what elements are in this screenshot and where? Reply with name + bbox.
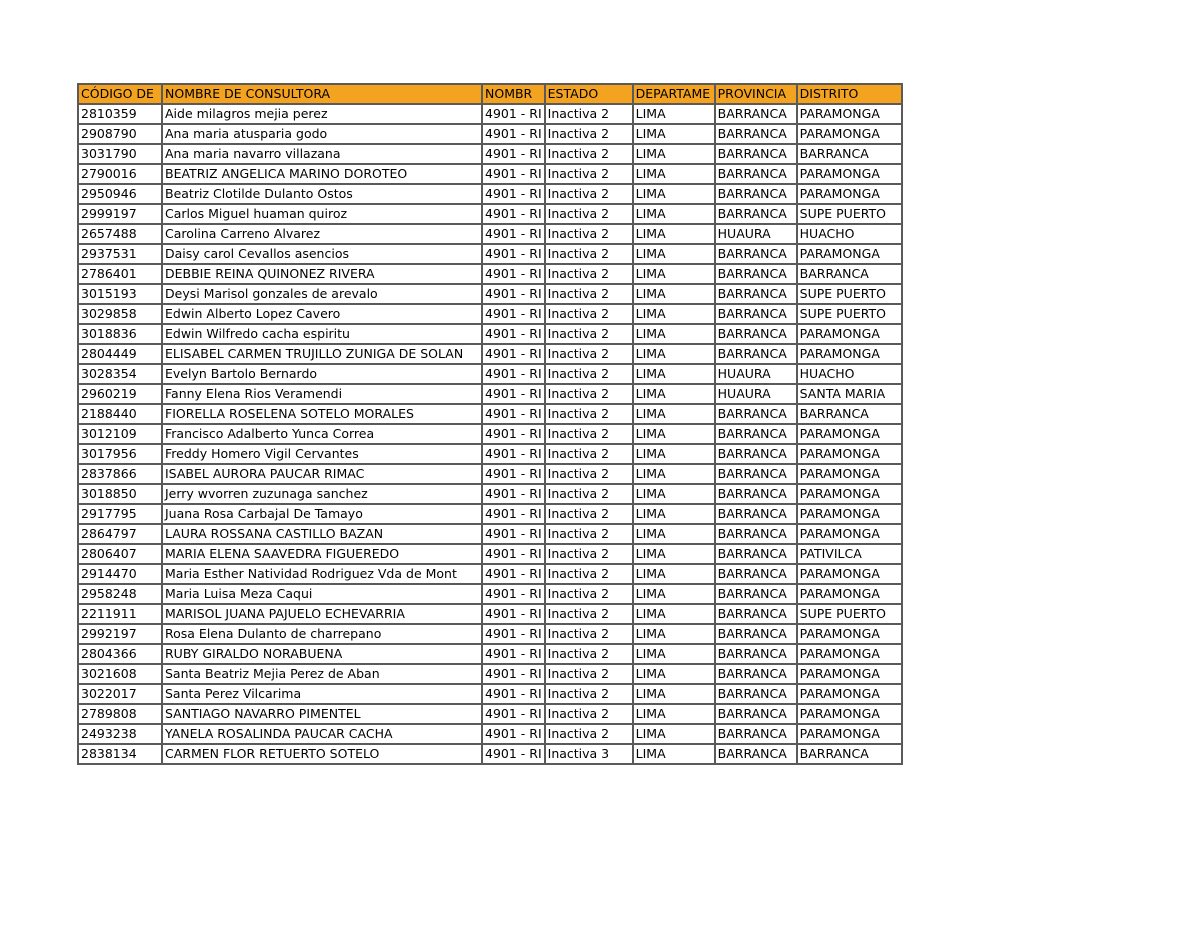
table-row: [78, 264, 902, 284]
cell-departamento: LIMA: [633, 584, 715, 604]
cell-nombre-consultora: Francisco Adalberto Yunca Correa: [162, 424, 482, 444]
cell-codigo: 3031790: [78, 144, 162, 164]
cell-nombre: 4901 - RI: [482, 504, 545, 524]
cell-distrito: PARAMONGA: [797, 104, 902, 124]
table-row: [78, 644, 902, 664]
cell-codigo: 2806407: [78, 544, 162, 564]
cell-codigo: 2992197: [78, 624, 162, 644]
cell-codigo: 2999197: [78, 204, 162, 224]
cell-distrito: PARAMONGA: [797, 564, 902, 584]
cell-estado: Inactiva 2: [545, 104, 633, 124]
cell-provincia: BARRANCA: [715, 284, 797, 304]
table-row: [78, 704, 902, 724]
cell-departamento: LIMA: [633, 344, 715, 364]
table-row: [78, 284, 902, 304]
header-departamento: DEPARTAME: [633, 84, 715, 104]
cell-distrito: PARAMONGA: [797, 444, 902, 464]
table-row: [78, 384, 902, 404]
cell-provincia: BARRANCA: [715, 684, 797, 704]
cell-estado: Inactiva 2: [545, 284, 633, 304]
cell-codigo: 2917795: [78, 504, 162, 524]
cell-estado: Inactiva 2: [545, 544, 633, 564]
table-row: [78, 324, 902, 344]
cell-distrito: HUACHO: [797, 364, 902, 384]
cell-nombre-consultora: Ana maria navarro villazana: [162, 144, 482, 164]
cell-codigo: 2786401: [78, 264, 162, 284]
cell-estado: Inactiva 2: [545, 344, 633, 364]
header-estado: ESTADO: [545, 84, 633, 104]
cell-estado: Inactiva 2: [545, 604, 633, 624]
cell-nombre-consultora: MARIA ELENA SAAVEDRA FIGUEREDO: [162, 544, 482, 564]
cell-provincia: BARRANCA: [715, 744, 797, 764]
cell-provincia: BARRANCA: [715, 544, 797, 564]
cell-departamento: LIMA: [633, 684, 715, 704]
cell-distrito: PARAMONGA: [797, 584, 902, 604]
table-row: [78, 184, 902, 204]
cell-provincia: BARRANCA: [715, 324, 797, 344]
cell-nombre: 4901 - RI: [482, 164, 545, 184]
cell-estado: Inactiva 2: [545, 404, 633, 424]
cell-codigo: 3028354: [78, 364, 162, 384]
cell-nombre: 4901 - RI: [482, 564, 545, 584]
cell-distrito: PARAMONGA: [797, 504, 902, 524]
table-row: [78, 504, 902, 524]
cell-departamento: LIMA: [633, 404, 715, 424]
cell-estado: Inactiva 2: [545, 164, 633, 184]
cell-nombre: 4901 - RI: [482, 644, 545, 664]
table-row: [78, 344, 902, 364]
cell-nombre-consultora: SANTIAGO NAVARRO PIMENTEL: [162, 704, 482, 724]
cell-nombre-consultora: Jerry wvorren zuzunaga sanchez: [162, 484, 482, 504]
cell-departamento: LIMA: [633, 444, 715, 464]
cell-codigo: 3018836: [78, 324, 162, 344]
cell-distrito: SANTA MARIA: [797, 384, 902, 404]
cell-codigo: 3015193: [78, 284, 162, 304]
table-row: [78, 104, 902, 124]
cell-distrito: PARAMONGA: [797, 684, 902, 704]
cell-departamento: LIMA: [633, 204, 715, 224]
cell-departamento: LIMA: [633, 604, 715, 624]
cell-codigo: 2804449: [78, 344, 162, 364]
cell-nombre: 4901 - RI: [482, 424, 545, 444]
cell-codigo: 3018850: [78, 484, 162, 504]
cell-provincia: BARRANCA: [715, 464, 797, 484]
cell-nombre: 4901 - RI: [482, 244, 545, 264]
cell-provincia: BARRANCA: [715, 304, 797, 324]
cell-codigo: 2958248: [78, 584, 162, 604]
cell-departamento: LIMA: [633, 104, 715, 124]
cell-provincia: BARRANCA: [715, 164, 797, 184]
cell-departamento: LIMA: [633, 284, 715, 304]
table-row: [78, 444, 902, 464]
cell-estado: Inactiva 2: [545, 144, 633, 164]
table-row: [78, 664, 902, 684]
cell-distrito: PARAMONGA: [797, 184, 902, 204]
cell-provincia: BARRANCA: [715, 124, 797, 144]
table-row: [78, 304, 902, 324]
cell-codigo: 2657488: [78, 224, 162, 244]
cell-codigo: 2960219: [78, 384, 162, 404]
cell-departamento: LIMA: [633, 164, 715, 184]
table-row: [78, 424, 902, 444]
cell-provincia: BARRANCA: [715, 404, 797, 424]
cell-estado: Inactiva 3: [545, 744, 633, 764]
table-row: [78, 464, 902, 484]
cell-estado: Inactiva 2: [545, 624, 633, 644]
table-row: [78, 564, 902, 584]
table-row: [78, 124, 902, 144]
table-row: [78, 724, 902, 744]
cell-nombre-consultora: Edwin Wilfredo cacha espiritu: [162, 324, 482, 344]
cell-estado: Inactiva 2: [545, 184, 633, 204]
cell-distrito: SUPE PUERTO: [797, 284, 902, 304]
cell-distrito: PARAMONGA: [797, 724, 902, 744]
cell-nombre: 4901 - RI: [482, 404, 545, 424]
cell-nombre-consultora: FIORELLA ROSELENA SOTELO MORALES: [162, 404, 482, 424]
header-nombre-consultora: NOMBRE DE CONSULTORA: [162, 84, 482, 104]
cell-departamento: LIMA: [633, 704, 715, 724]
cell-departamento: LIMA: [633, 264, 715, 284]
cell-nombre: 4901 - RI: [482, 224, 545, 244]
cell-nombre: 4901 - RI: [482, 584, 545, 604]
cell-nombre: 4901 - RI: [482, 444, 545, 464]
cell-estado: Inactiva 2: [545, 684, 633, 704]
cell-departamento: LIMA: [633, 664, 715, 684]
cell-estado: Inactiva 2: [545, 384, 633, 404]
cell-departamento: LIMA: [633, 364, 715, 384]
cell-distrito: PARAMONGA: [797, 644, 902, 664]
cell-estado: Inactiva 2: [545, 484, 633, 504]
cell-nombre-consultora: Santa Perez Vilcarima: [162, 684, 482, 704]
header-row: [78, 84, 902, 104]
cell-departamento: LIMA: [633, 224, 715, 244]
cell-provincia: BARRANCA: [715, 704, 797, 724]
cell-nombre: 4901 - RI: [482, 104, 545, 124]
cell-codigo: 2804366: [78, 644, 162, 664]
cell-nombre-consultora: Santa Beatriz Mejia Perez de Aban: [162, 664, 482, 684]
cell-nombre: 4901 - RI: [482, 604, 545, 624]
cell-provincia: BARRANCA: [715, 204, 797, 224]
cell-codigo: 2188440: [78, 404, 162, 424]
cell-distrito: PARAMONGA: [797, 624, 902, 644]
table-row: [78, 144, 902, 164]
cell-distrito: PARAMONGA: [797, 524, 902, 544]
table-row: [78, 624, 902, 644]
cell-nombre-consultora: Ana maria atusparia godo: [162, 124, 482, 144]
cell-nombre-consultora: Daisy carol Cevallos asencios: [162, 244, 482, 264]
cell-departamento: LIMA: [633, 484, 715, 504]
cell-estado: Inactiva 2: [545, 304, 633, 324]
cell-estado: Inactiva 2: [545, 704, 633, 724]
cell-provincia: BARRANCA: [715, 184, 797, 204]
cell-nombre: 4901 - RI: [482, 524, 545, 544]
cell-provincia: BARRANCA: [715, 584, 797, 604]
cell-departamento: LIMA: [633, 544, 715, 564]
cell-departamento: LIMA: [633, 244, 715, 264]
table-row: [78, 404, 902, 424]
cell-codigo: 2493238: [78, 724, 162, 744]
cell-provincia: BARRANCA: [715, 604, 797, 624]
cell-estado: Inactiva 2: [545, 664, 633, 684]
cell-provincia: BARRANCA: [715, 424, 797, 444]
cell-provincia: HUAURA: [715, 384, 797, 404]
cell-nombre-consultora: DEBBIE REINA QUINONEZ RIVERA: [162, 264, 482, 284]
cell-codigo: 2838134: [78, 744, 162, 764]
cell-departamento: LIMA: [633, 124, 715, 144]
cell-nombre-consultora: Carlos Miguel huaman quiroz: [162, 204, 482, 224]
cell-distrito: SUPE PUERTO: [797, 604, 902, 624]
cell-nombre-consultora: Maria Luisa Meza Caqui: [162, 584, 482, 604]
cell-nombre-consultora: RUBY GIRALDO NORABUENA: [162, 644, 482, 664]
cell-distrito: BARRANCA: [797, 744, 902, 764]
cell-provincia: BARRANCA: [715, 444, 797, 464]
cell-provincia: BARRANCA: [715, 244, 797, 264]
table-header: [78, 84, 902, 104]
table-body: [78, 104, 902, 764]
cell-departamento: LIMA: [633, 624, 715, 644]
cell-nombre: 4901 - RI: [482, 324, 545, 344]
cell-nombre: 4901 - RI: [482, 664, 545, 684]
table-row: [78, 584, 902, 604]
cell-departamento: LIMA: [633, 744, 715, 764]
cell-nombre: 4901 - RI: [482, 724, 545, 744]
cell-estado: Inactiva 2: [545, 644, 633, 664]
cell-nombre-consultora: Freddy Homero Vigil Cervantes: [162, 444, 482, 464]
cell-provincia: BARRANCA: [715, 344, 797, 364]
cell-estado: Inactiva 2: [545, 224, 633, 244]
cell-provincia: BARRANCA: [715, 644, 797, 664]
cell-codigo: 2914470: [78, 564, 162, 584]
cell-departamento: LIMA: [633, 144, 715, 164]
cell-estado: Inactiva 2: [545, 564, 633, 584]
table-row: [78, 164, 902, 184]
cell-distrito: HUACHO: [797, 224, 902, 244]
cell-nombre-consultora: ISABEL AURORA PAUCAR RIMAC: [162, 464, 482, 484]
cell-nombre-consultora: Maria Esther Natividad Rodriguez Vda de Mont: [162, 564, 482, 584]
cell-nombre-consultora: YANELA ROSALINDA PAUCAR CACHA: [162, 724, 482, 744]
cell-estado: Inactiva 2: [545, 444, 633, 464]
cell-distrito: PARAMONGA: [797, 124, 902, 144]
cell-provincia: BARRANCA: [715, 264, 797, 284]
cell-nombre: 4901 - RI: [482, 544, 545, 564]
cell-codigo: 3012109: [78, 424, 162, 444]
cell-provincia: BARRANCA: [715, 484, 797, 504]
cell-codigo: 3029858: [78, 304, 162, 324]
cell-nombre: 4901 - RI: [482, 384, 545, 404]
cell-estado: Inactiva 2: [545, 124, 633, 144]
cell-departamento: LIMA: [633, 724, 715, 744]
cell-nombre: 4901 - RI: [482, 624, 545, 644]
cell-codigo: 2937531: [78, 244, 162, 264]
header-nombre: NOMBR: [482, 84, 545, 104]
cell-departamento: LIMA: [633, 184, 715, 204]
cell-distrito: BARRANCA: [797, 144, 902, 164]
cell-provincia: HUAURA: [715, 364, 797, 384]
cell-nombre-consultora: LAURA ROSSANA CASTILLO BAZAN: [162, 524, 482, 544]
cell-estado: Inactiva 2: [545, 244, 633, 264]
cell-distrito: PATIVILCA: [797, 544, 902, 564]
cell-distrito: PARAMONGA: [797, 664, 902, 684]
cell-codigo: 3021608: [78, 664, 162, 684]
cell-nombre-consultora: Beatriz Clotilde Dulanto Ostos: [162, 184, 482, 204]
cell-provincia: BARRANCA: [715, 564, 797, 584]
cell-estado: Inactiva 2: [545, 584, 633, 604]
cell-nombre: 4901 - RI: [482, 364, 545, 384]
cell-codigo: 2211911: [78, 604, 162, 624]
cell-nombre-consultora: Carolina Carreno Alvarez: [162, 224, 482, 244]
table-row: [78, 244, 902, 264]
cell-departamento: LIMA: [633, 324, 715, 344]
header-codigo: CÓDIGO DE: [78, 84, 162, 104]
cell-distrito: PARAMONGA: [797, 464, 902, 484]
table-row: [78, 364, 902, 384]
header-distrito: DISTRITO: [797, 84, 902, 104]
cell-estado: Inactiva 2: [545, 264, 633, 284]
cell-distrito: PARAMONGA: [797, 164, 902, 184]
cell-codigo: 2789808: [78, 704, 162, 724]
cell-provincia: BARRANCA: [715, 624, 797, 644]
cell-distrito: PARAMONGA: [797, 244, 902, 264]
cell-distrito: SUPE PUERTO: [797, 304, 902, 324]
cell-nombre: 4901 - RI: [482, 284, 545, 304]
table-row: [78, 744, 902, 764]
cell-departamento: LIMA: [633, 504, 715, 524]
cell-provincia: BARRANCA: [715, 144, 797, 164]
cell-provincia: BARRANCA: [715, 524, 797, 544]
cell-codigo: 2950946: [78, 184, 162, 204]
cell-nombre-consultora: Evelyn Bartolo Bernardo: [162, 364, 482, 384]
cell-nombre: 4901 - RI: [482, 744, 545, 764]
header-provincia: PROVINCIA: [715, 84, 797, 104]
cell-provincia: BARRANCA: [715, 664, 797, 684]
cell-provincia: BARRANCA: [715, 504, 797, 524]
cell-nombre-consultora: ELISABEL CARMEN TRUJILLO ZUNIGA DE SOLAN: [162, 344, 482, 364]
cell-nombre-consultora: CARMEN FLOR RETUERTO SOTELO: [162, 744, 482, 764]
cell-distrito: BARRANCA: [797, 264, 902, 284]
cell-nombre-consultora: Edwin Alberto Lopez Cavero: [162, 304, 482, 324]
table-row: [78, 544, 902, 564]
table-row: [78, 224, 902, 244]
cell-estado: Inactiva 2: [545, 524, 633, 544]
cell-nombre: 4901 - RI: [482, 684, 545, 704]
cell-nombre: 4901 - RI: [482, 184, 545, 204]
cell-departamento: LIMA: [633, 304, 715, 324]
table-row: [78, 524, 902, 544]
cell-distrito: BARRANCA: [797, 404, 902, 424]
cell-nombre: 4901 - RI: [482, 304, 545, 324]
cell-nombre-consultora: Aide milagros mejia perez: [162, 104, 482, 124]
cell-distrito: PARAMONGA: [797, 704, 902, 724]
cell-departamento: LIMA: [633, 564, 715, 584]
cell-distrito: PARAMONGA: [797, 424, 902, 444]
cell-codigo: 2810359: [78, 104, 162, 124]
cell-estado: Inactiva 2: [545, 204, 633, 224]
table-row: [78, 484, 902, 504]
cell-departamento: LIMA: [633, 644, 715, 664]
cell-estado: Inactiva 2: [545, 464, 633, 484]
cell-nombre: 4901 - RI: [482, 464, 545, 484]
cell-nombre: 4901 - RI: [482, 264, 545, 284]
cell-estado: Inactiva 2: [545, 424, 633, 444]
consultant-table: [77, 83, 903, 765]
cell-nombre: 4901 - RI: [482, 124, 545, 144]
cell-codigo: 2837866: [78, 464, 162, 484]
cell-codigo: 3022017: [78, 684, 162, 704]
cell-nombre-consultora: MARISOL JUANA PAJUELO ECHEVARRIA: [162, 604, 482, 624]
cell-estado: Inactiva 2: [545, 724, 633, 744]
cell-codigo: 2790016: [78, 164, 162, 184]
cell-codigo: 3017956: [78, 444, 162, 464]
table-row: [78, 604, 902, 624]
cell-departamento: LIMA: [633, 524, 715, 544]
cell-nombre: 4901 - RI: [482, 204, 545, 224]
cell-nombre-consultora: Juana Rosa Carbajal De Tamayo: [162, 504, 482, 524]
cell-codigo: 2864797: [78, 524, 162, 544]
cell-departamento: LIMA: [633, 424, 715, 444]
cell-nombre-consultora: Fanny Elena Rios Veramendi: [162, 384, 482, 404]
cell-estado: Inactiva 2: [545, 364, 633, 384]
cell-nombre: 4901 - RI: [482, 484, 545, 504]
cell-estado: Inactiva 2: [545, 324, 633, 344]
table-row: [78, 204, 902, 224]
cell-provincia: HUAURA: [715, 224, 797, 244]
table-row: [78, 684, 902, 704]
cell-nombre-consultora: BEATRIZ ANGELICA MARINO DOROTEO: [162, 164, 482, 184]
cell-nombre-consultora: Deysi Marisol gonzales de arevalo: [162, 284, 482, 304]
cell-distrito: PARAMONGA: [797, 484, 902, 504]
cell-distrito: SUPE PUERTO: [797, 204, 902, 224]
cell-nombre: 4901 - RI: [482, 704, 545, 724]
cell-provincia: BARRANCA: [715, 724, 797, 744]
cell-nombre: 4901 - RI: [482, 344, 545, 364]
cell-estado: Inactiva 2: [545, 504, 633, 524]
cell-distrito: PARAMONGA: [797, 324, 902, 344]
cell-departamento: LIMA: [633, 384, 715, 404]
cell-codigo: 2908790: [78, 124, 162, 144]
cell-distrito: PARAMONGA: [797, 344, 902, 364]
cell-nombre: 4901 - RI: [482, 144, 545, 164]
cell-nombre-consultora: Rosa Elena Dulanto de charrepano: [162, 624, 482, 644]
cell-departamento: LIMA: [633, 464, 715, 484]
cell-provincia: BARRANCA: [715, 104, 797, 124]
